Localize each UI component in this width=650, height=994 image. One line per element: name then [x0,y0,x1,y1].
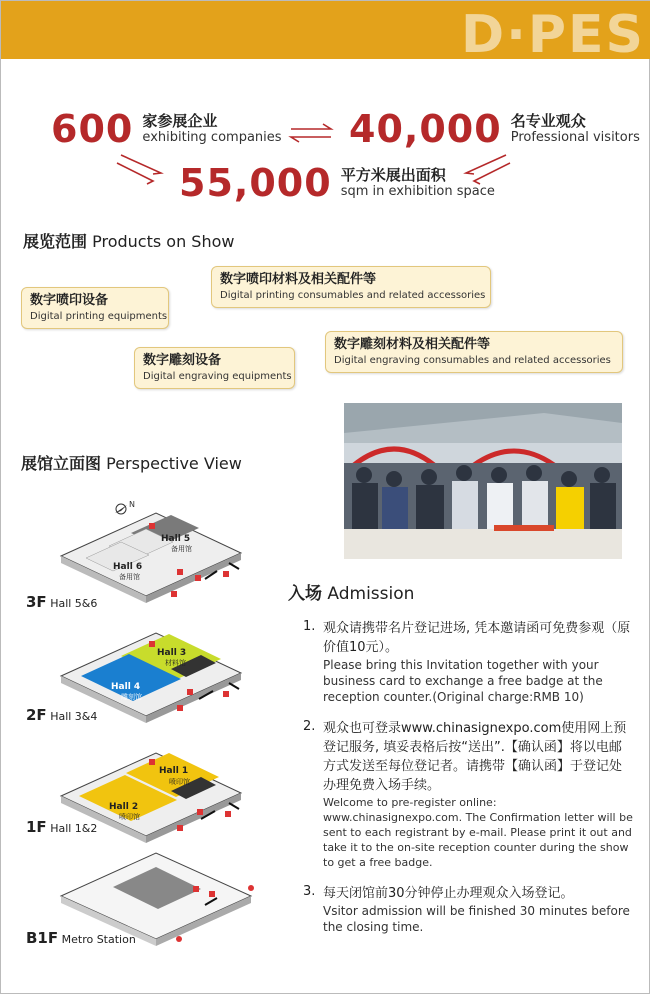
item-text-cn: 观众也可登录www.chinasignexpo.com使用网上预登记服务, 填妥表格后按“送出”.【确认函】将以电邮方式发送至每位登记者。请携带【确认函】于登记处办理免费入场手续。 [323,721,627,793]
floor-label-3f: 3F Hall 5&6 [26,593,98,611]
stat-label-en: Professional visitors [510,130,640,145]
hall-sub: 备用馆 [119,573,140,581]
admission-item [303,619,633,705]
item-number: 3. [303,884,316,899]
products-title-en: Products on Show [92,232,235,251]
stats-arrows [1,1,650,211]
product-en: Digital printing equipments [30,311,168,322]
hall-name: Hall 6 [113,562,143,572]
floor-3f [61,513,241,603]
product-box [134,347,295,389]
perspective-title [21,451,242,474]
floor-label-1f: 1F Hall 1&2 [26,818,98,836]
floor-label-b1f: B1F Metro Station [26,929,136,947]
perspective-title-cn: 展馆立面图 [21,454,102,473]
product-cn: 数字喷印材料及相关配件等 [220,272,377,287]
hall-name: Hall 4 [111,682,141,692]
product-box [21,287,169,329]
hall-sub: 材料馆 [165,659,186,667]
stat-number: 40,000 [349,107,502,151]
arrow-left-right-icon [291,124,331,142]
brand-logo: D·PES [460,5,645,59]
item-text-en: Welcome to pre-register online: www.chinasignexpo.com. The Confirmation letter will be sent to each registrant by e-mail. Please print it out and take it to the on-site reception counter during the show to get a free badge. [323,796,633,869]
item-text-en: Please bring this Invitation together with your business card to exchange a free badge at the reception counter.(Original charge:RMB 10) [323,658,603,704]
hall-sub: 雕刻馆 [121,693,142,701]
crowd-photo-illustration [344,403,622,559]
stat-label-cn: 平方米展出面积 [340,166,446,184]
arrow-diagonal-left-icon [117,155,161,184]
stat-number: 55,000 [179,161,332,205]
product-cn: 数字雕刻设备 [143,353,222,368]
products-title [23,229,234,252]
item-number: 1. [303,619,316,634]
product-en: Digital engraving equipments [143,371,292,382]
product-en: Digital engraving consumables and related accessories [334,355,611,366]
exhibition-photo [344,403,622,559]
item-number: 2. [303,719,316,734]
admission-title-cn: 入场 [288,584,322,604]
hall-name: Hall 3 [157,648,187,658]
entrance-arrow-icon [229,683,239,689]
product-box [211,266,491,308]
hall-name: Hall 1 [159,766,189,776]
admission-list [303,619,633,949]
products-title-cn: 展览范围 [23,232,88,251]
stat-label-en: exhibiting companies [142,130,282,145]
hall-sub: 喷印馆 [169,778,190,786]
stat-label-en: sqm in exhibition space [340,184,495,199]
item-text-en: Vsitor admission will be finished 30 minutes before the closing time. [323,904,630,934]
product-cn: 数字喷印设备 [30,293,109,308]
stat-number: 600 [51,107,134,151]
entrance-arrow-icon [229,563,239,569]
hall-sub: 备用馆 [171,545,192,553]
compass-label: N [129,500,135,509]
hall-name: Hall 5 [161,534,191,544]
perspective-title-en: Perspective View [106,454,242,473]
product-cn: 数字雕刻材料及相关配件等 [334,337,491,352]
stat-label-cn: 名专业观众 [510,112,586,130]
stat-label-cn: 家参展企业 [142,112,218,130]
product-en: Digital printing consumables and related accessories [220,290,486,301]
admission-item [303,884,633,935]
item-text-cn: 每天闭馆前30分钟停止办理观众入场登记。 [323,886,574,901]
admission-title [288,579,414,604]
product-box [325,331,623,373]
arrow-diagonal-right-icon [466,155,510,184]
compass-icon [115,500,135,514]
admission-title-en: Admission [327,584,415,604]
hall-name: Hall 2 [109,802,139,812]
floor-plan-diagram [1,491,301,961]
floor-label-2f: 2F Hall 3&4 [26,706,98,724]
hall-sub: 喷印馆 [119,813,140,821]
item-text-cn: 观众请携带名片登记进场, 凭本邀请函可免费参观（原价值10元）。 [323,621,631,655]
entrance-arrow-icon [229,803,239,809]
admission-item [303,719,633,870]
